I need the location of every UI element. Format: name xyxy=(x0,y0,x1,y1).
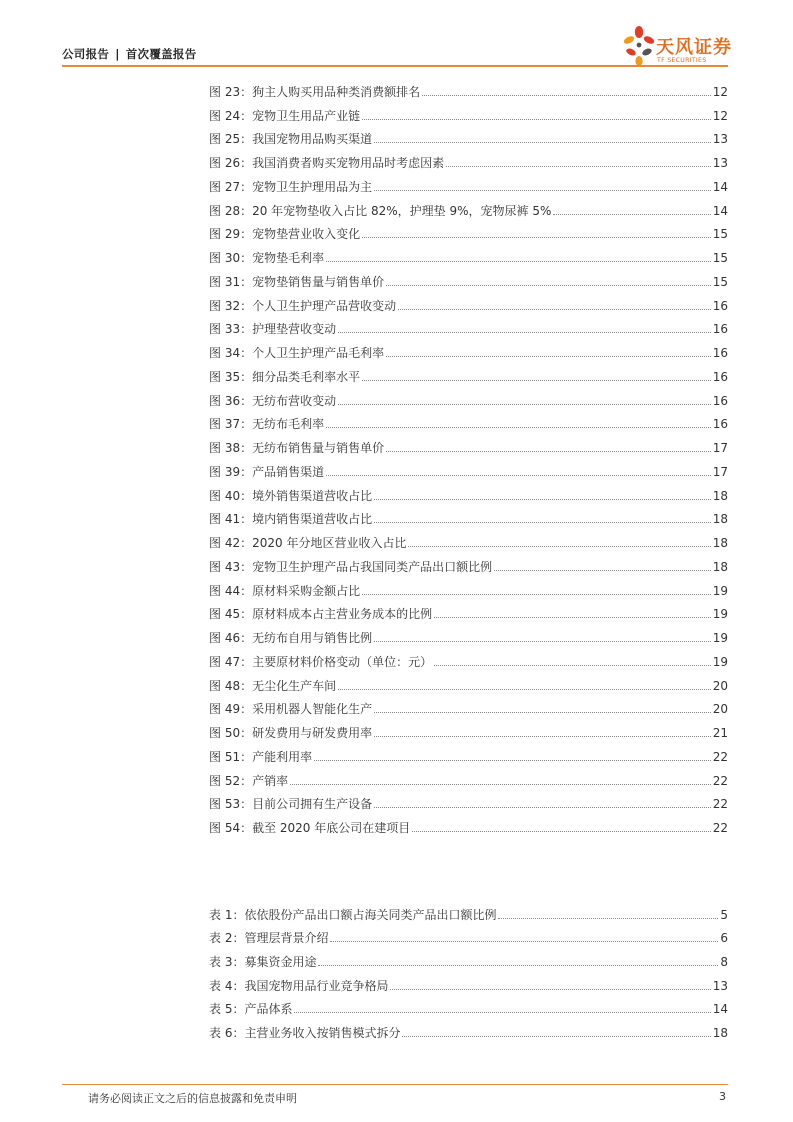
table-index-entry[interactable] xyxy=(209,1016,728,1040)
dot-leader xyxy=(338,404,711,405)
dot-leader xyxy=(553,214,710,215)
dot-leader xyxy=(390,989,710,990)
figure-index-entry[interactable] xyxy=(209,218,728,242)
entry-page-number: 19 xyxy=(712,654,728,669)
figure-index-entry[interactable] xyxy=(209,716,728,740)
dot-leader xyxy=(402,1036,710,1037)
dot-leader xyxy=(386,285,711,286)
figure-index-entry[interactable] xyxy=(209,170,728,194)
dot-leader xyxy=(446,166,711,167)
dot-leader xyxy=(422,95,711,96)
entry-page-number: 16 xyxy=(712,298,728,313)
entry-page-number: 22 xyxy=(712,773,728,788)
dot-leader xyxy=(374,736,711,737)
figure-index-entry[interactable] xyxy=(209,764,728,788)
dot-leader xyxy=(362,237,711,238)
figure-index-entry[interactable] xyxy=(209,693,728,717)
figure-index-entry[interactable] xyxy=(209,431,728,455)
dot-leader xyxy=(362,119,711,120)
entry-label: 表 6：主营业务收入按销售模式拆分 xyxy=(209,1026,401,1041)
entry-page-number: 12 xyxy=(712,84,728,99)
header-separator: | xyxy=(115,47,120,61)
dot-leader xyxy=(330,941,718,942)
dot-leader xyxy=(338,689,711,690)
entry-page-number: 19 xyxy=(712,607,728,622)
entry-label: 图 34：个人卫生护理产品毛利率 xyxy=(209,346,385,360)
figure-index-entry[interactable] xyxy=(209,289,728,313)
figure-index-entry[interactable] xyxy=(209,550,728,574)
entry-page-number: 19 xyxy=(712,583,728,598)
entry-page-number: 14 xyxy=(712,203,728,218)
entry-label: 图 51：产能利用率 xyxy=(209,749,313,764)
entry-page-number: 22 xyxy=(712,797,728,812)
figure-index-entry[interactable] xyxy=(209,194,728,218)
figure-index-entry[interactable] xyxy=(209,574,728,598)
entry-page-number: 22 xyxy=(712,749,728,764)
dot-leader xyxy=(386,451,711,452)
report-header xyxy=(62,46,197,62)
dot-leader xyxy=(398,309,711,310)
dot-leader xyxy=(290,784,711,785)
dot-leader xyxy=(326,427,711,428)
entry-page-number: 14 xyxy=(712,1002,728,1017)
dot-leader xyxy=(326,475,711,476)
dot-leader xyxy=(338,332,711,333)
dot-leader xyxy=(386,356,711,357)
entry-page-number: 18 xyxy=(712,1026,728,1041)
entry-label: 图 41：境内销售渠道营收占比 xyxy=(209,512,373,527)
entry-page-number: 19 xyxy=(712,631,728,645)
dot-leader xyxy=(374,190,711,191)
dot-leader xyxy=(434,617,711,618)
entry-label: 表 1：依依股份产品出口额占海关同类产品出口额比例 xyxy=(209,907,497,922)
figure-index-entry[interactable] xyxy=(209,503,728,527)
entry-page-number: 14 xyxy=(712,179,728,194)
entry-page-number: 17 xyxy=(712,441,728,455)
entry-label: 图 50：研发费用与研发费用率 xyxy=(209,726,373,740)
dot-leader xyxy=(408,546,710,547)
figure-index-entry[interactable] xyxy=(209,645,728,669)
figure-index xyxy=(209,75,728,835)
figure-index-entry[interactable] xyxy=(209,598,728,622)
entry-page-number: 18 xyxy=(712,488,728,503)
figure-index-entry[interactable] xyxy=(209,265,728,289)
table-index-entry[interactable] xyxy=(209,922,728,946)
table-index-entry[interactable] xyxy=(209,969,728,993)
entry-label: 图 45：原材料成本占主营业务成本的比例 xyxy=(209,607,433,622)
entry-label: 图 26：我国消费者购买宠物用品时考虑因素 xyxy=(209,156,445,170)
header-divider xyxy=(62,65,728,67)
dot-leader xyxy=(412,831,710,832)
entry-label: 图 30：宠物垫毛利率 xyxy=(209,251,325,265)
entry-label: 图 32：个人卫生护理产品营收变动 xyxy=(209,298,397,313)
entry-label: 图 33：护理垫营收变动 xyxy=(209,322,337,337)
entry-page-number: 8 xyxy=(720,955,728,970)
dot-leader xyxy=(314,760,711,761)
figure-index-entry[interactable] xyxy=(209,75,728,99)
entry-page-number: 13 xyxy=(712,156,728,170)
dot-leader xyxy=(494,570,711,571)
dot-leader xyxy=(374,712,711,713)
entry-page-number: 16 xyxy=(712,346,728,360)
figure-index-entry[interactable] xyxy=(209,408,728,432)
entry-page-number: 13 xyxy=(712,978,728,993)
figure-index-entry[interactable] xyxy=(209,241,728,265)
entry-page-number: 15 xyxy=(712,274,728,289)
dot-leader xyxy=(374,142,711,143)
entry-page-number: 18 xyxy=(712,512,728,527)
entry-label: 图 42：2020 年分地区营业收入占比 xyxy=(209,536,407,550)
entry-label: 图 52：产销率 xyxy=(209,773,289,788)
entry-page-number: 16 xyxy=(712,393,728,408)
table-index-entry[interactable] xyxy=(209,945,728,969)
figure-index-entry[interactable] xyxy=(209,811,728,835)
entry-page-number: 16 xyxy=(712,417,728,432)
figure-index-entry[interactable] xyxy=(209,621,728,645)
entry-label: 图 39：产品销售渠道 xyxy=(209,464,325,479)
entry-label: 图 49：采用机器人智能化生产 xyxy=(209,702,373,717)
entry-label: 表 4：我国宠物用品行业竞争格局 xyxy=(209,978,389,993)
figure-index-entry[interactable] xyxy=(209,336,728,360)
entry-label: 图 27：宠物卫生护理用品为主 xyxy=(209,179,373,194)
entry-label: 图 48：无尘化生产车间 xyxy=(209,678,337,693)
entry-page-number: 15 xyxy=(712,227,728,242)
entry-label: 图 37：无纺布毛利率 xyxy=(209,417,325,432)
entry-page-number: 16 xyxy=(712,322,728,337)
entry-label: 图 24：宠物卫生用品产业链 xyxy=(209,108,361,123)
dot-leader xyxy=(318,965,718,966)
entry-page-number: 20 xyxy=(712,678,728,693)
dot-leader xyxy=(374,641,711,642)
page-number: 3 xyxy=(719,1090,726,1103)
entry-page-number: 18 xyxy=(712,559,728,574)
dot-leader xyxy=(326,261,711,262)
entry-page-number: 15 xyxy=(712,251,728,265)
dot-leader xyxy=(434,665,711,666)
header-report-subtype: 首次覆盖报告 xyxy=(125,47,197,61)
dot-leader xyxy=(498,918,718,919)
figure-index-entry[interactable] xyxy=(209,479,728,503)
entry-label: 图 35：细分品类毛利率水平 xyxy=(209,369,361,384)
entry-label: 图 43：宠物卫生护理产品占我国同类产品出口额比例 xyxy=(209,559,493,574)
entry-label: 图 47：主要原材料价格变动（单位：元） xyxy=(209,654,433,669)
entry-label: 图 23：狗主人购买用品种类消费额排名 xyxy=(209,84,421,99)
entry-page-number: 21 xyxy=(712,726,728,740)
figure-index-entry[interactable] xyxy=(209,99,728,123)
entry-page-number: 13 xyxy=(712,132,728,147)
entry-label: 图 28：20 年宠物垫收入占比 82%，护理垫 9%，宠物尿裤 5% xyxy=(209,203,552,218)
entry-page-number: 20 xyxy=(712,702,728,717)
entry-label: 图 54：截至 2020 年底公司在建项目 xyxy=(209,821,411,835)
entry-page-number: 5 xyxy=(720,907,728,922)
figure-index-entry[interactable] xyxy=(209,788,728,812)
dot-leader xyxy=(362,594,711,595)
figure-index-entry[interactable] xyxy=(209,455,728,479)
flower-icon xyxy=(622,24,656,70)
entry-label: 图 36：无纺布营收变动 xyxy=(209,393,337,408)
entry-label: 图 29：宠物垫营业收入变化 xyxy=(209,227,361,242)
footer-disclaimer: 请务必阅读正文之后的信息披露和免责申明 xyxy=(88,1092,297,1105)
entry-page-number: 18 xyxy=(712,536,728,550)
figure-index-entry[interactable] xyxy=(209,313,728,337)
entry-label: 图 38：无纺布销售量与销售单价 xyxy=(209,441,385,455)
figure-index-entry[interactable] xyxy=(209,740,728,764)
dot-leader xyxy=(374,522,711,523)
footer-divider xyxy=(62,1084,728,1085)
entry-label: 图 53：目前公司拥有生产设备 xyxy=(209,797,373,812)
figure-index-entry[interactable] xyxy=(209,384,728,408)
dot-leader xyxy=(362,380,711,381)
figure-index-entry[interactable] xyxy=(209,360,728,384)
dot-leader xyxy=(294,1012,710,1013)
logo-name-cn: 天风证券 xyxy=(656,37,732,58)
entry-label: 表 3：募集资金用途 xyxy=(209,955,317,970)
entry-label: 图 44：原材料采购金额占比 xyxy=(209,583,361,598)
dot-leader xyxy=(374,499,711,500)
entry-label: 图 25：我国宠物用品购买渠道 xyxy=(209,132,373,147)
table-index-entry[interactable] xyxy=(209,993,728,1017)
entry-page-number: 22 xyxy=(712,821,728,835)
figure-index-entry[interactable] xyxy=(209,526,728,550)
entry-page-number: 12 xyxy=(712,108,728,123)
logo-name-en: TF SECURITIES xyxy=(657,57,707,64)
entry-page-number: 16 xyxy=(712,369,728,384)
table-index xyxy=(209,898,728,1040)
dot-leader xyxy=(374,807,711,808)
header-report-type: 公司报告 xyxy=(62,47,110,61)
entry-page-number: 17 xyxy=(712,464,728,479)
entry-label: 图 46：无纺布自用与销售比例 xyxy=(209,631,373,645)
figure-index-entry[interactable] xyxy=(209,146,728,170)
entry-page-number: 6 xyxy=(720,931,728,946)
entry-label: 图 40：境外销售渠道营收占比 xyxy=(209,488,373,503)
table-index-entry[interactable] xyxy=(209,898,728,922)
entry-label: 表 5：产品体系 xyxy=(209,1002,293,1017)
entry-label: 图 31：宠物垫销售量与销售单价 xyxy=(209,274,385,289)
entry-label: 表 2：管理层背景介绍 xyxy=(209,931,329,946)
figure-index-entry[interactable] xyxy=(209,123,728,147)
tf-securities-logo xyxy=(622,24,742,70)
figure-index-entry[interactable] xyxy=(209,669,728,693)
